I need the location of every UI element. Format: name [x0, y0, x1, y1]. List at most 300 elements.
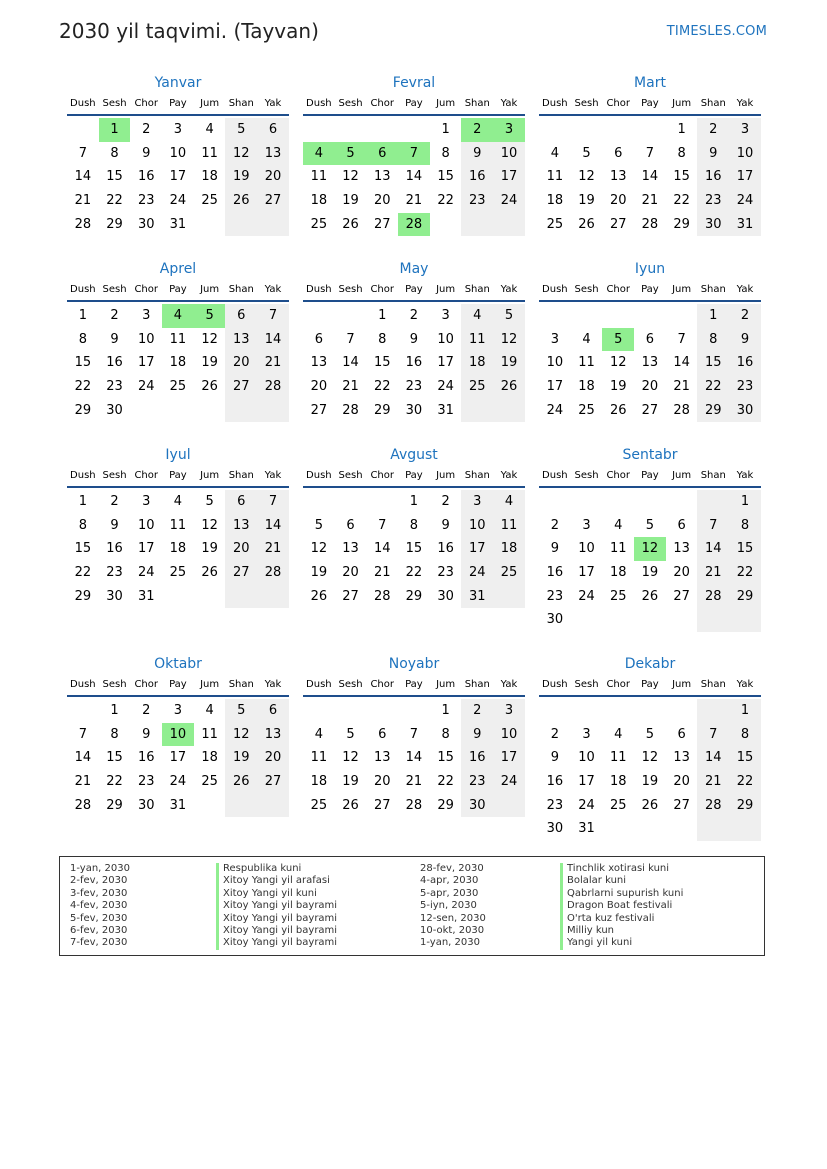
day-cell: 8 — [729, 723, 761, 747]
weekday-label: Dush — [70, 98, 96, 109]
day-cell: 20 — [373, 193, 391, 209]
weekday-label: Yak — [264, 470, 282, 481]
day-cell: 6 — [346, 517, 355, 533]
day-cell: 29 — [729, 794, 761, 818]
day-cell: 26 — [310, 588, 328, 604]
day-cell: 22 — [729, 770, 761, 794]
day-cell: 24 — [578, 797, 595, 813]
day-cell: 14 — [697, 537, 729, 561]
week-row — [539, 375, 761, 399]
empty-day-cell — [162, 585, 194, 609]
day-cell: 18 — [310, 193, 328, 209]
weekday-label: Chor — [370, 679, 394, 690]
day-cell: 14 — [257, 328, 289, 352]
day-cell: 14 — [697, 746, 729, 770]
legend-holiday-name: O'rta kuz festivali — [560, 913, 683, 925]
day-cell: 18 — [201, 750, 218, 766]
day-cell: 20 — [342, 565, 359, 581]
day-cell: 6 — [314, 331, 323, 347]
week-row — [67, 514, 289, 538]
day-cell: 7 — [697, 514, 729, 538]
weekday-label: Pay — [169, 284, 187, 295]
weekday-label: Jum — [200, 284, 220, 295]
day-cell: 1 — [729, 699, 761, 723]
day-cell: 22 — [74, 565, 92, 581]
legend-date: 7-fev, 2030 — [70, 937, 128, 949]
empty-day-cell — [729, 608, 761, 632]
weekday-label: Pay — [169, 98, 187, 109]
day-cell: 8 — [378, 331, 387, 347]
month-name: Avgust — [390, 447, 438, 463]
day-cell: 15 — [437, 169, 454, 185]
day-cell: 13 — [641, 355, 659, 371]
empty-day-cell — [634, 608, 666, 632]
day-cell: 2 — [110, 494, 119, 509]
week-row — [67, 304, 289, 328]
week-row — [539, 794, 761, 818]
day-cell: 16 — [729, 351, 761, 375]
legend-date: 5-iyn, 2030 — [420, 900, 477, 912]
day-cell: 19 — [310, 565, 328, 581]
day-cell: 13 — [342, 541, 359, 557]
day-cell: 11 — [310, 169, 328, 185]
legend-date: 5-apr, 2030 — [420, 887, 479, 899]
week-row — [67, 770, 289, 794]
day-cell: 1 — [441, 122, 450, 137]
weekday-label: Chor — [606, 98, 630, 109]
day-cell: 5 — [314, 517, 323, 533]
week-row — [67, 189, 289, 213]
empty-day-cell — [366, 699, 398, 723]
week-row — [303, 165, 525, 189]
day-cell: 4 — [314, 726, 323, 742]
day-cell: 27 — [257, 770, 289, 794]
day-cell: 28 — [257, 375, 289, 399]
week-row — [539, 537, 761, 561]
day-cell: 12 — [201, 517, 218, 533]
day-cell: 18 — [578, 379, 595, 395]
empty-day-cell — [194, 585, 226, 609]
day-cell: 21 — [405, 193, 423, 209]
day-cell: 13 — [257, 723, 289, 747]
weekday-header — [303, 97, 525, 116]
weekday-label: Sesh — [574, 679, 599, 690]
legend-holiday-name: Milliy kun — [560, 925, 683, 937]
empty-day-cell — [303, 118, 335, 142]
week-row — [67, 490, 289, 514]
empty-day-cell — [666, 699, 698, 723]
month-block — [67, 445, 289, 608]
weekday-label: Yak — [500, 679, 518, 690]
day-cell: 27 — [673, 588, 690, 604]
empty-day-cell — [666, 817, 698, 841]
empty-day-cell — [398, 699, 430, 723]
day-cell: 16 — [137, 169, 155, 185]
day-cell: 29 — [373, 402, 391, 418]
day-cell: 15 — [673, 169, 690, 185]
weekday-label: Shan — [464, 470, 490, 481]
day-cell: 19 — [225, 746, 257, 770]
month-name: Mart — [634, 75, 666, 91]
weekday-header — [539, 678, 761, 697]
weekday-label: Sesh — [102, 470, 127, 481]
day-cell: 1 — [378, 308, 387, 323]
weekday-header — [303, 283, 525, 302]
week-row — [67, 794, 289, 818]
day-cell: 4 — [614, 726, 623, 742]
day-cell: 14 — [673, 355, 690, 371]
weekday-label: Jum — [436, 284, 456, 295]
day-cell: 26 — [641, 588, 659, 604]
day-cell: 10 — [461, 514, 493, 538]
week-row — [539, 142, 761, 166]
weekday-label: Shan — [228, 679, 254, 690]
month-block — [539, 259, 761, 422]
empty-day-cell — [303, 699, 335, 723]
week-row — [303, 328, 525, 352]
day-cell: 10 — [137, 517, 155, 533]
day-cell: 15 — [106, 169, 123, 185]
weekday-label: Pay — [405, 470, 423, 481]
day-cell: 8 — [78, 517, 87, 533]
day-cell: 9 — [142, 145, 151, 161]
day-cell: 1 — [729, 490, 761, 514]
day-cell: 15 — [74, 355, 92, 371]
weekday-label: Yak — [736, 679, 754, 690]
day-cell: 7 — [378, 517, 387, 533]
day-cell: 31 — [169, 797, 187, 813]
day-cell: 15 — [405, 541, 423, 557]
weekday-label: Sesh — [102, 98, 127, 109]
legend-dates-col-1 — [70, 863, 130, 950]
month-block — [303, 73, 525, 236]
month-block — [67, 259, 289, 422]
month-name: Yanvar — [154, 75, 202, 91]
day-cell: 21 — [405, 774, 423, 790]
day-cell: 11 — [310, 750, 328, 766]
day-cell: 11 — [546, 169, 564, 185]
week-row — [303, 770, 525, 794]
week-row — [303, 585, 525, 609]
day-cell: 23 — [697, 189, 729, 213]
day-cell: 12 — [342, 169, 359, 185]
holiday-day-cell: 10 — [162, 723, 194, 747]
day-cell: 25 — [609, 588, 627, 604]
weekday-label: Jum — [436, 470, 456, 481]
day-cell: 14 — [74, 169, 92, 185]
day-cell: 7 — [677, 331, 686, 347]
day-cell: 23 — [461, 770, 493, 794]
day-cell: 10 — [493, 723, 525, 747]
day-cell: 5 — [225, 118, 257, 142]
day-cell: 24 — [137, 379, 155, 395]
weekday-label: Chor — [134, 284, 158, 295]
weekday-label: Shan — [700, 284, 726, 295]
weekday-label: Sesh — [338, 470, 363, 481]
week-row — [67, 375, 289, 399]
week-row — [539, 817, 761, 841]
day-cell: 17 — [578, 565, 595, 581]
day-cell: 29 — [729, 585, 761, 609]
empty-day-cell — [303, 490, 335, 514]
weekday-label: Dush — [542, 679, 568, 690]
legend-holiday-name: Xitoy Yangi yil bayrami — [216, 925, 337, 937]
empty-day-cell — [225, 794, 257, 818]
day-cell: 9 — [142, 726, 151, 742]
week-row — [303, 189, 525, 213]
day-cell: 20 — [609, 193, 627, 209]
day-cell: 19 — [578, 193, 595, 209]
day-cell: 25 — [493, 561, 525, 585]
day-cell: 13 — [673, 541, 690, 557]
weekday-header — [67, 469, 289, 488]
day-cell: 13 — [225, 514, 257, 538]
day-cell: 1 — [409, 494, 419, 509]
weekday-label: Dush — [542, 470, 568, 481]
day-cell: 2 — [409, 308, 419, 323]
day-cell: 17 — [493, 165, 525, 189]
day-cell: 3 — [493, 699, 525, 723]
day-cell: 17 — [137, 541, 155, 557]
empty-day-cell — [162, 399, 194, 423]
day-cell: 7 — [257, 304, 289, 328]
day-cell: 24 — [169, 774, 187, 790]
empty-day-cell — [602, 304, 634, 328]
week-row — [539, 118, 761, 142]
day-cell: 28 — [405, 797, 423, 813]
weekday-label: Chor — [606, 284, 630, 295]
day-cell: 3 — [173, 122, 183, 137]
day-cell: 2 — [441, 494, 450, 509]
week-row — [303, 490, 525, 514]
day-cell: 17 — [137, 355, 155, 371]
day-cell: 21 — [673, 379, 690, 395]
day-cell: 21 — [257, 351, 289, 375]
empty-day-cell — [335, 118, 367, 142]
day-cell: 18 — [609, 565, 627, 581]
weekday-label: Sesh — [338, 284, 363, 295]
day-cell: 25 — [310, 797, 328, 813]
day-cell: 5 — [645, 726, 655, 742]
day-cell: 24 — [578, 588, 595, 604]
day-cell: 21 — [257, 537, 289, 561]
day-cell: 1 — [110, 703, 119, 718]
day-cell: 23 — [729, 375, 761, 399]
weekday-label: Sesh — [102, 679, 127, 690]
week-row — [67, 723, 289, 747]
empty-day-cell — [225, 585, 257, 609]
holiday-day-cell: 3 — [493, 118, 525, 142]
weekday-header — [67, 283, 289, 302]
day-cell: 9 — [409, 331, 419, 347]
day-cell: 21 — [697, 561, 729, 585]
weekday-label: Pay — [405, 98, 423, 109]
empty-day-cell — [194, 213, 226, 237]
day-cell: 26 — [225, 189, 257, 213]
week-row — [303, 746, 525, 770]
weekday-header — [539, 97, 761, 116]
day-cell: 22 — [405, 565, 423, 581]
weekday-label: Yak — [736, 470, 754, 481]
day-cell: 3 — [142, 308, 151, 323]
weekday-label: Yak — [736, 284, 754, 295]
weekday-label: Chor — [134, 470, 158, 481]
week-row — [67, 399, 289, 423]
day-cell: 13 — [225, 328, 257, 352]
day-cell: 20 — [673, 774, 690, 790]
weekday-label: Shan — [228, 284, 254, 295]
weekday-label: Pay — [169, 470, 187, 481]
day-cell: 3 — [582, 517, 591, 533]
day-cell: 19 — [201, 541, 218, 557]
weekday-label: Shan — [700, 98, 726, 109]
empty-day-cell — [571, 490, 603, 514]
day-cell: 18 — [310, 774, 328, 790]
weekday-label: Chor — [370, 284, 394, 295]
month-block — [539, 445, 761, 632]
day-cell: 16 — [437, 541, 454, 557]
month-name: Fevral — [392, 75, 436, 91]
legend-holiday-name: Xitoy Yangi yil bayrami — [216, 913, 337, 925]
day-cell: 3 — [550, 331, 559, 347]
empty-day-cell — [225, 213, 257, 237]
legend-date: 6-fev, 2030 — [70, 924, 128, 936]
day-cell: 29 — [697, 399, 729, 423]
empty-day-cell — [634, 817, 666, 841]
day-cell: 14 — [74, 750, 92, 766]
weekday-label: Sesh — [338, 98, 363, 109]
weekday-header — [67, 678, 289, 697]
empty-day-cell — [257, 399, 289, 423]
day-cell: 14 — [405, 169, 423, 185]
empty-day-cell — [461, 213, 493, 237]
day-cell: 28 — [641, 216, 659, 232]
legend-date: 5-fev, 2030 — [70, 912, 128, 924]
day-cell: 22 — [106, 774, 123, 790]
day-cell: 26 — [342, 797, 359, 813]
day-cell: 17 — [169, 750, 187, 766]
day-cell: 29 — [74, 588, 92, 604]
brand-link[interactable]: TIMESLES.COM — [666, 24, 767, 39]
week-row — [303, 351, 525, 375]
day-cell: 28 — [74, 797, 92, 813]
day-cell: 26 — [201, 565, 218, 581]
day-cell: 2 — [550, 517, 559, 533]
holiday-day-cell: 4 — [303, 142, 335, 166]
weekday-label: Pay — [169, 679, 187, 690]
empty-day-cell — [257, 213, 289, 237]
day-cell: 13 — [609, 169, 627, 185]
legend-holiday-name: Qabrlarni supurish kuni — [560, 888, 683, 900]
day-cell: 30 — [137, 797, 155, 813]
day-cell: 20 — [225, 537, 257, 561]
day-cell: 25 — [169, 379, 187, 395]
day-cell: 24 — [437, 379, 454, 395]
day-cell: 29 — [405, 588, 423, 604]
weekday-label: Pay — [405, 284, 423, 295]
month-name: Sentabr — [622, 447, 678, 463]
day-cell: 24 — [461, 561, 493, 585]
day-cell: 19 — [493, 351, 525, 375]
week-row — [539, 608, 761, 632]
week-row — [539, 699, 761, 723]
day-cell: 13 — [673, 750, 690, 766]
month-name: Iyul — [165, 447, 191, 463]
empty-day-cell — [666, 304, 698, 328]
day-cell: 16 — [546, 565, 564, 581]
weekday-label: Sesh — [574, 470, 599, 481]
legend-date: 10-okt, 2030 — [420, 924, 485, 936]
day-cell: 3 — [173, 703, 183, 718]
weekday-label: Pay — [641, 284, 659, 295]
day-cell: 5 — [582, 145, 591, 161]
day-cell: 28 — [697, 794, 729, 818]
day-cell: 2 — [461, 699, 493, 723]
week-row — [303, 399, 525, 423]
day-cell: 18 — [461, 351, 493, 375]
week-row — [67, 118, 289, 142]
day-cell: 6 — [645, 331, 655, 347]
month-block — [539, 654, 761, 841]
day-cell: 11 — [609, 541, 627, 557]
day-cell: 22 — [437, 193, 454, 209]
day-cell: 15 — [729, 537, 761, 561]
day-cell: 20 — [673, 565, 690, 581]
weekday-label: Chor — [370, 470, 394, 481]
day-cell: 19 — [342, 774, 359, 790]
empty-day-cell — [67, 118, 99, 142]
day-cell: 29 — [106, 797, 123, 813]
day-cell: 14 — [342, 355, 359, 371]
day-cell: 5 — [205, 494, 214, 509]
day-cell: 31 — [461, 585, 493, 609]
day-cell: 4 — [614, 517, 623, 533]
day-cell: 29 — [673, 216, 690, 232]
day-cell: 8 — [441, 726, 450, 742]
day-cell: 26 — [225, 770, 257, 794]
day-cell: 7 — [78, 726, 87, 742]
day-cell: 22 — [106, 193, 123, 209]
empty-day-cell — [602, 817, 634, 841]
week-row — [67, 746, 289, 770]
day-cell: 6 — [257, 699, 289, 723]
day-cell: 22 — [697, 375, 729, 399]
weekday-label: Sesh — [574, 98, 599, 109]
day-cell: 16 — [461, 165, 493, 189]
day-cell: 10 — [169, 145, 187, 161]
week-row — [67, 537, 289, 561]
day-cell: 4 — [173, 494, 183, 509]
weekday-label: Sesh — [338, 679, 363, 690]
day-cell: 17 — [578, 774, 595, 790]
legend-date: 12-sen, 2030 — [420, 912, 486, 924]
day-cell: 10 — [493, 142, 525, 166]
empty-day-cell — [634, 490, 666, 514]
weekday-header — [303, 469, 525, 488]
day-cell: 27 — [641, 402, 659, 418]
weekday-label: Dush — [306, 679, 332, 690]
day-cell: 4 — [205, 122, 214, 137]
day-cell: 7 — [78, 145, 87, 161]
day-cell: 27 — [673, 797, 690, 813]
day-cell: 12 — [493, 328, 525, 352]
day-cell: 20 — [373, 774, 391, 790]
legend-date: 1-yan, 2030 — [420, 937, 480, 949]
day-cell: 11 — [201, 726, 218, 742]
day-cell: 6 — [677, 517, 686, 533]
weekday-label: Dush — [70, 679, 96, 690]
day-cell: 23 — [437, 565, 454, 581]
